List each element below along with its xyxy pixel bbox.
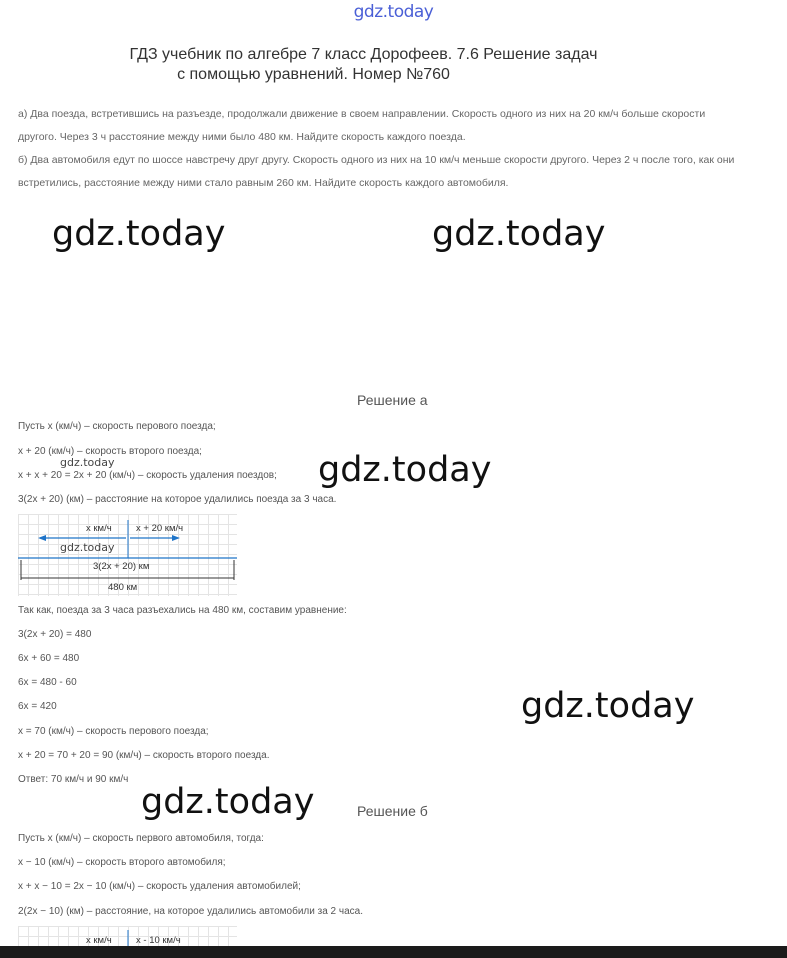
page-title-line-1: ГДЗ учебник по алгебре 7 класс Дорофеев. 7.6 Решение задач (129, 46, 598, 63)
solution-b-heading: Решение б (357, 803, 428, 819)
site-logo[interactable]: gdz.today (353, 2, 434, 22)
task-a-line-1: а) Два поезда, встретившись на разъезде, продолжали движение в своем направлении. Скорость одного из них на 20 км/ч больше скорости (18, 108, 706, 120)
equation: 6x = 420 (18, 701, 57, 712)
diagram-right-label: x + 20 км/ч (136, 523, 184, 534)
solution-b-line: x + x − 10 = 2x − 10 (км/ч) – скорость удаления автомобилей; (18, 881, 301, 892)
watermark: gdz.today (141, 782, 315, 822)
solution-b-line: 2(2x − 10) (км) – расстояние, на которое удалились автомобили за 2 часа. (18, 906, 363, 917)
watermark-small: gdz.today (60, 541, 115, 554)
bottom-bar (0, 946, 787, 958)
solution-a-line: x + 20 (км/ч) – скорость второго поезда; (18, 446, 202, 457)
watermark: gdz.today (432, 214, 606, 254)
watermark: gdz.today (521, 686, 695, 726)
task-a-line-2: другого. Через 3 ч расстояние между ними было 480 км. Найдите скорость каждого поезда. (18, 131, 466, 143)
motion-diagram-b (18, 926, 237, 948)
diagram-lines (18, 926, 237, 948)
equation: 6x = 480 - 60 (18, 677, 77, 688)
solution-b-line: Пусть x (км/ч) – скорость первого автомобиля, тогда: (18, 833, 264, 844)
task-b-line-2: встретились, расстояние между ними стало равным 260 км. Найдите скорость каждого автомобиля. (18, 177, 509, 189)
equation: 6x + 60 = 480 (18, 653, 80, 664)
solution-a-line: x + x + 20 = 2x + 20 (км/ч) – скорость удаления поездов; (18, 470, 277, 481)
answer-line: Ответ: 70 км/ч и 90 км/ч (18, 774, 129, 785)
solution-a-line: 3(2x + 20) (км) – расстояние на которое удалились поезда за 3 часа. (18, 494, 337, 505)
solution-a-line: x = 70 (км/ч) – скорость перового поезда; (18, 726, 209, 737)
motion-diagram-a (18, 514, 237, 596)
diagram-left-label: x км/ч (86, 935, 112, 946)
solution-a-line: Пусть x (км/ч) – скорость перового поезда; (18, 421, 216, 432)
watermark: gdz.today (318, 450, 492, 490)
diagram-middle-label: 3(2x + 20) км (93, 561, 150, 572)
diagram-right-label: x - 10 км/ч (136, 935, 181, 946)
page-title (0, 45, 787, 85)
watermark: gdz.today (52, 214, 226, 254)
watermark-small: gdz.today (60, 456, 115, 469)
solution-b-line: x − 10 (км/ч) – скорость второго автомобиля; (18, 857, 226, 868)
task-b-line-1: б) Два автомобиля едут по шоссе навстречу друг другу. Скорость одного из них на 10 км/ч меньше скорости другого. Через 2 ч после того, как они (18, 154, 735, 166)
solution-a-heading: Решение а (357, 392, 428, 408)
page-title-line-2: с помощью уравнений. Номер №760 (177, 66, 450, 83)
solution-a-line: x + 20 = 70 + 20 = 90 (км/ч) – скорость второго поезда. (18, 750, 270, 761)
solution-a-line: Так как, поезда за 3 часа разъехались на 480 км, составим уравнение: (18, 605, 347, 616)
diagram-left-label: x км/ч (86, 523, 112, 534)
diagram-bottom-label: 480 км (108, 582, 138, 593)
equation: 3(2x + 20) = 480 (18, 629, 92, 640)
